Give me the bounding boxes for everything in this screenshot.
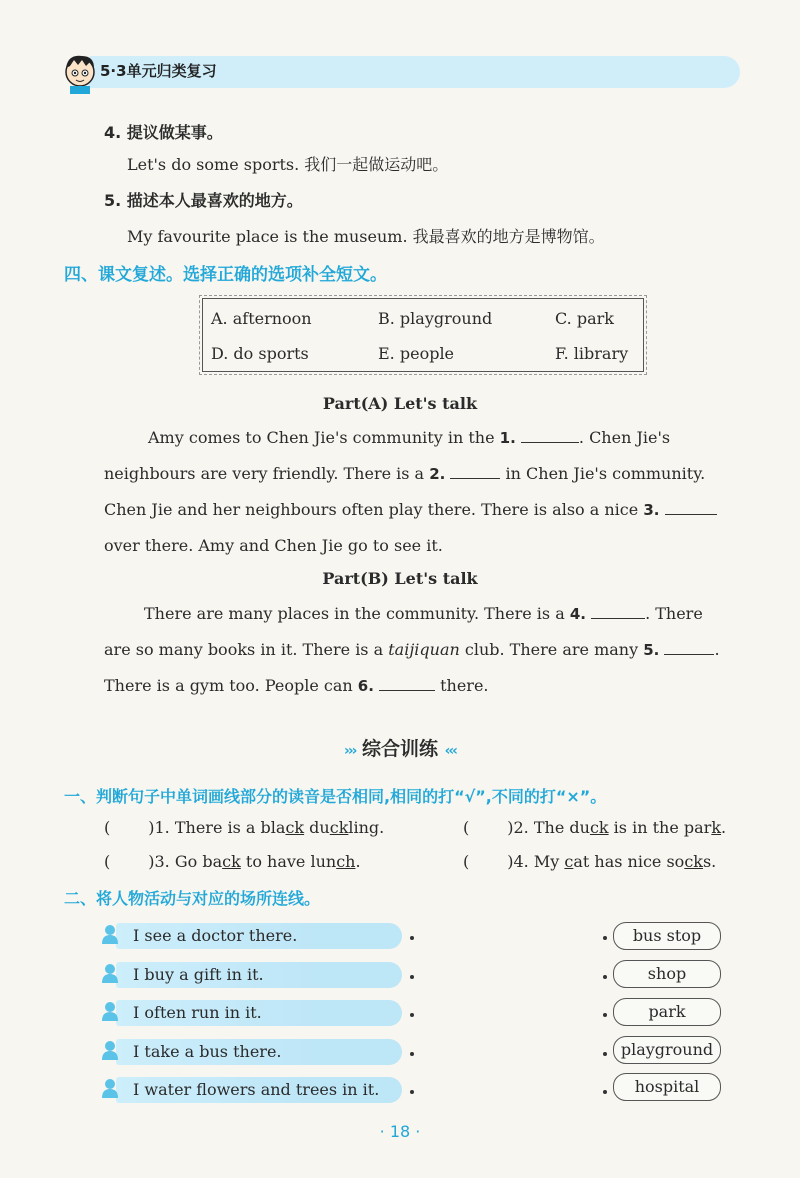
- part-b-paragraph: There are many places in the community. There is a 4. . There are so many books in it. There is a taijiquan club. There are many 5. . There is a gym too. People can 6. there.: [104, 604, 720, 695]
- blank-1[interactable]: [521, 426, 579, 443]
- blank-6[interactable]: [379, 674, 435, 691]
- person-icon: [101, 1078, 119, 1098]
- part-a-title: Part(A) Let's talk: [322, 394, 478, 413]
- item-4-title: 4. 提议做某事。: [104, 123, 223, 142]
- place-playground[interactable]: playground: [613, 1036, 721, 1064]
- q1-item-3: ( )3. Go back to have lunch.: [104, 852, 361, 871]
- blank-2[interactable]: [450, 462, 500, 479]
- part-a-paragraph: Amy comes to Chen Jie's community in the 1. . Chen Jie's neighbours are very friendly. There is a 2. in Chen Jie's community. Chen Jie and her neighbours often play there. There is also a nice 3. over there. Amy and Chen Jie go to see it.: [104, 420, 744, 563]
- option-c: C. park: [555, 309, 614, 328]
- activity-4: I take a bus there.: [133, 1042, 282, 1061]
- options-box: [202, 298, 644, 372]
- item-4-example: Let's do some sports. 我们一起做运动吧。: [127, 155, 449, 174]
- option-f: F. library: [555, 344, 629, 363]
- place-shop[interactable]: shop: [613, 960, 721, 988]
- activity-1: I see a doctor there.: [133, 926, 298, 945]
- page-number: · 18 ·: [379, 1122, 421, 1141]
- person-icon: [101, 1040, 119, 1060]
- activity-dot-4[interactable]: [410, 1052, 414, 1056]
- q2-heading: 二、将人物活动与对应的场所连线。: [64, 889, 321, 908]
- blank-4[interactable]: [591, 602, 645, 619]
- arrows-left-icon: ‹‹‹: [444, 743, 456, 759]
- place-dot-5[interactable]: [603, 1090, 607, 1094]
- activity-2: I buy a gift in it.: [133, 965, 264, 984]
- place-hospital[interactable]: hospital: [613, 1073, 721, 1101]
- option-b: B. playground: [378, 309, 493, 328]
- place-bus-stop[interactable]: bus stop: [613, 922, 721, 950]
- activity-dot-5[interactable]: [410, 1090, 414, 1094]
- activity-dot-1[interactable]: [410, 936, 414, 940]
- option-d: D. do sports: [211, 344, 309, 363]
- blank-5[interactable]: [664, 638, 714, 655]
- place-dot-3[interactable]: [603, 1013, 607, 1017]
- option-e: E. people: [378, 344, 455, 363]
- option-a: A. afternoon: [211, 309, 312, 328]
- part-b-title: Part(B) Let's talk: [322, 569, 478, 588]
- place-dot-4[interactable]: [603, 1052, 607, 1056]
- item-5-example: My favourite place is the museum. 我最喜欢的地方是博物馆。: [127, 227, 605, 246]
- q1-heading: 一、判断句子中单词画线部分的读音是否相同,相同的打“√”,不同的打“×”。: [64, 787, 607, 806]
- activity-dot-3[interactable]: [410, 1013, 414, 1017]
- training-title: ››› 综合训练 ‹‹‹: [344, 738, 456, 760]
- header-title: 5·3单元归类复习: [100, 62, 217, 80]
- person-icon: [101, 1001, 119, 1021]
- place-dot-2[interactable]: [603, 975, 607, 979]
- q1-item-4: ( )4. My cat has nice socks.: [463, 852, 717, 871]
- mascot-icon: [60, 52, 100, 94]
- activity-3: I often run in it.: [133, 1003, 262, 1022]
- arrows-right-icon: ›››: [344, 743, 356, 759]
- section4-heading: 四、课文复述。选择正确的选项补全短文。: [64, 265, 387, 285]
- activity-dot-2[interactable]: [410, 975, 414, 979]
- q1-item-1: ( )1. There is a black duckling.: [104, 818, 385, 837]
- person-icon: [101, 963, 119, 983]
- place-dot-1[interactable]: [603, 936, 607, 940]
- person-icon: [101, 924, 119, 944]
- item-5-title: 5. 描述本人最喜欢的地方。: [104, 191, 303, 210]
- q1-item-2: ( )2. The duck is in the park.: [463, 818, 727, 837]
- place-park[interactable]: park: [613, 998, 721, 1026]
- blank-3[interactable]: [665, 498, 717, 515]
- activity-5: I water flowers and trees in it.: [133, 1080, 380, 1099]
